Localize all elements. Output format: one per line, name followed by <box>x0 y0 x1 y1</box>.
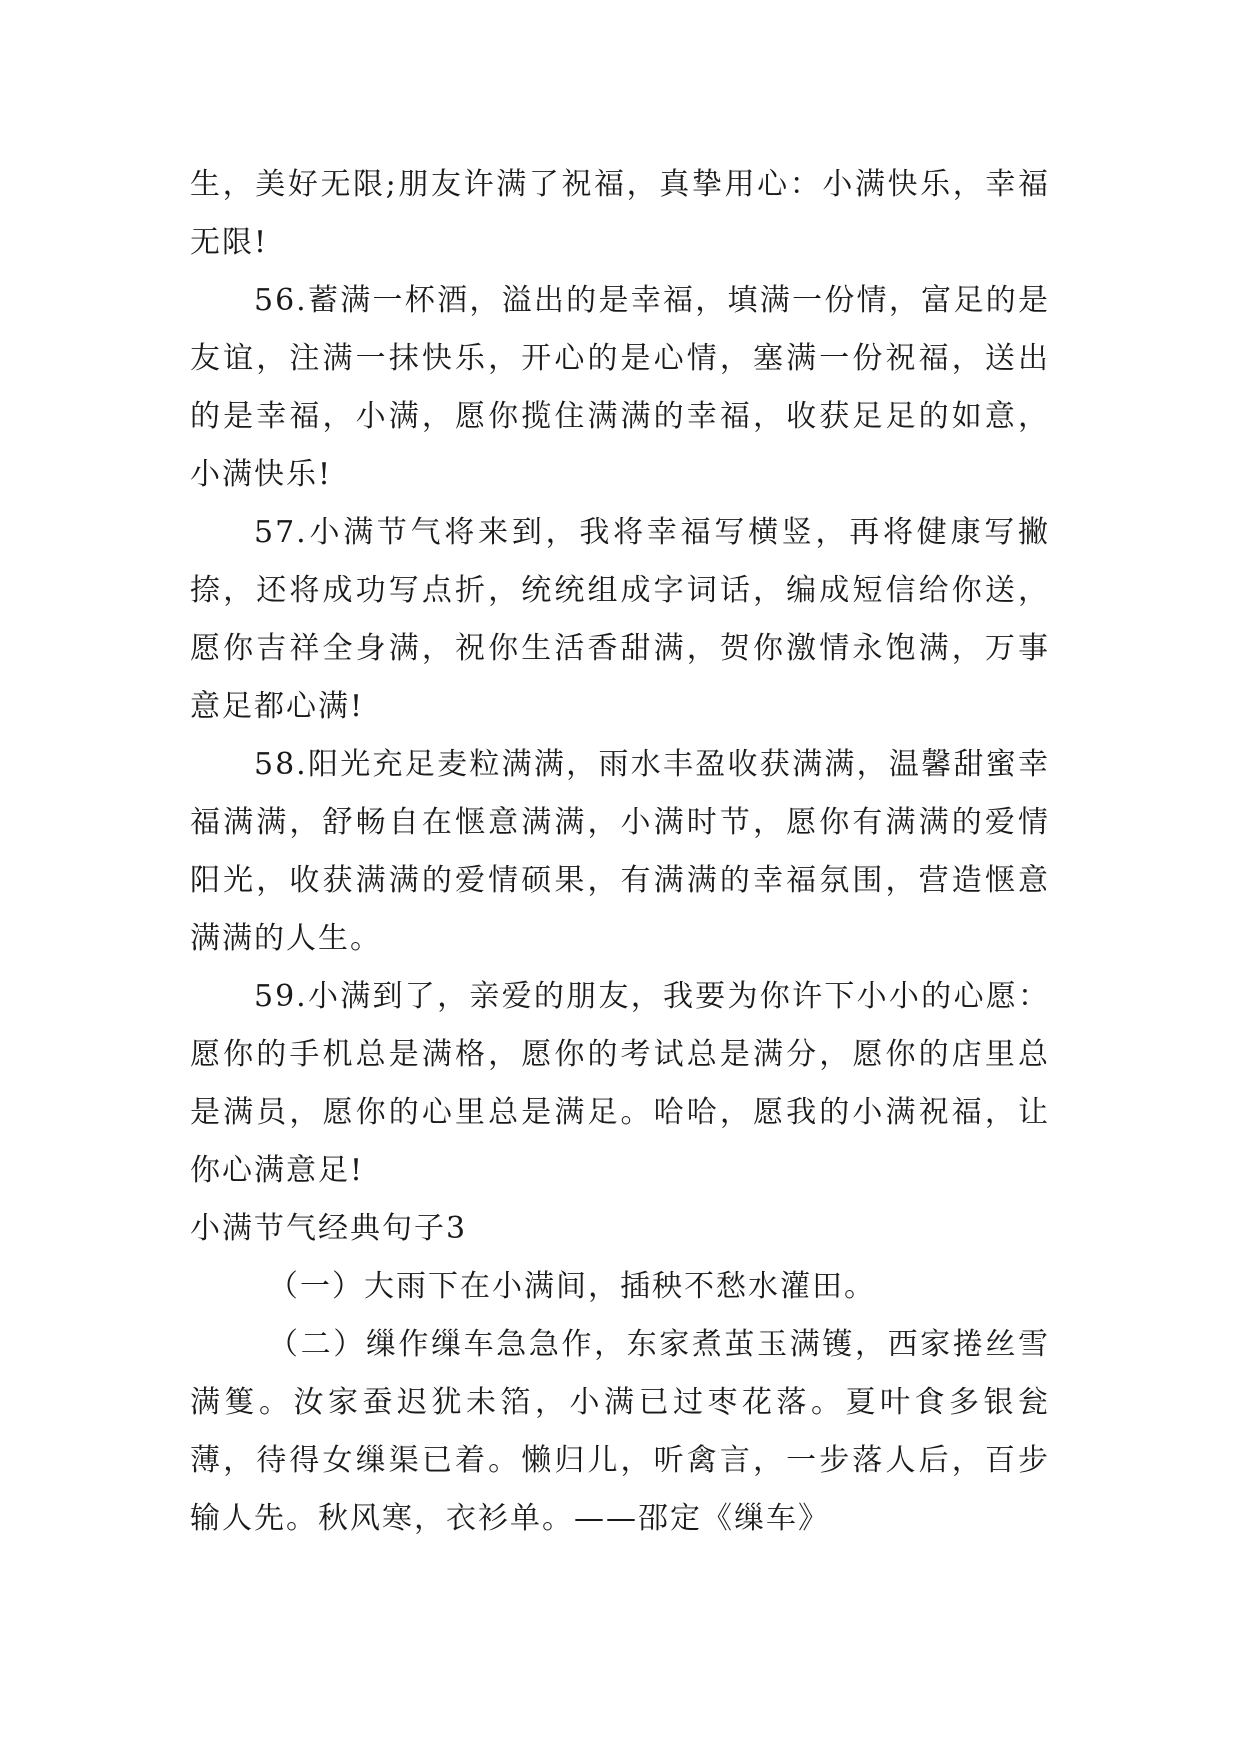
paragraph-item-58: 58.阳光充足麦粒满满，雨水丰盈收获满满，温馨甜蜜幸福满满，舒畅自在惬意满满，小满时节，愿你有满满的爱情阳光，收获满满的爱情硕果，有满满的幸福氛围，营造惬意满满的人生。 <box>190 747 1050 956</box>
document-body <box>190 156 1050 1548</box>
paragraph-item-59: 59.小满到了，亲爱的朋友，我要为你许下小小的心愿：愿你的手机总是满格，愿你的考试总是满分，愿你的店里总是满员，愿你的心里总是满足。哈哈，愿我的小满祝福，让你心满意足! <box>190 979 1050 1188</box>
paragraph-item-56: 56.蓄满一杯酒，溢出的是幸福，填满一份情，富足的是友谊，注满一抹快乐，开心的是心情，塞满一份祝福，送出的是幸福，小满，愿你揽住满满的幸福，收获足足的如意，小满快乐! <box>190 283 1050 492</box>
section-heading: 小满节气经典句子3 <box>190 1211 468 1246</box>
paragraph-continued: 生，美好无限;朋友许满了祝福，真挚用心：小满快乐，幸福无限! <box>190 167 1050 260</box>
poem-item-1: （一）大雨下在小满间，插秧不愁水灌田。 <box>268 1269 876 1304</box>
poem-item-2: （二）缫作缫车急急作，东家煮茧玉满镬，西家捲丝雪满篗。汝家蚕迟犹未箔，小满已过枣花落。夏叶食多银瓮薄，待得女缫渠已着。懒归儿，听禽言，一步落人后，百步输人先。秋风寒，衣衫单。——邵定《缫车》 <box>190 1327 1050 1536</box>
paragraph-item-57: 57.小满节气将来到，我将幸福写横竖，再将健康写撇捺，还将成功写点折，统统组成字词话，编成短信给你送，愿你吉祥全身满，祝你生活香甜满，贺你激情永饱满，万事意足都心满! <box>190 515 1050 724</box>
